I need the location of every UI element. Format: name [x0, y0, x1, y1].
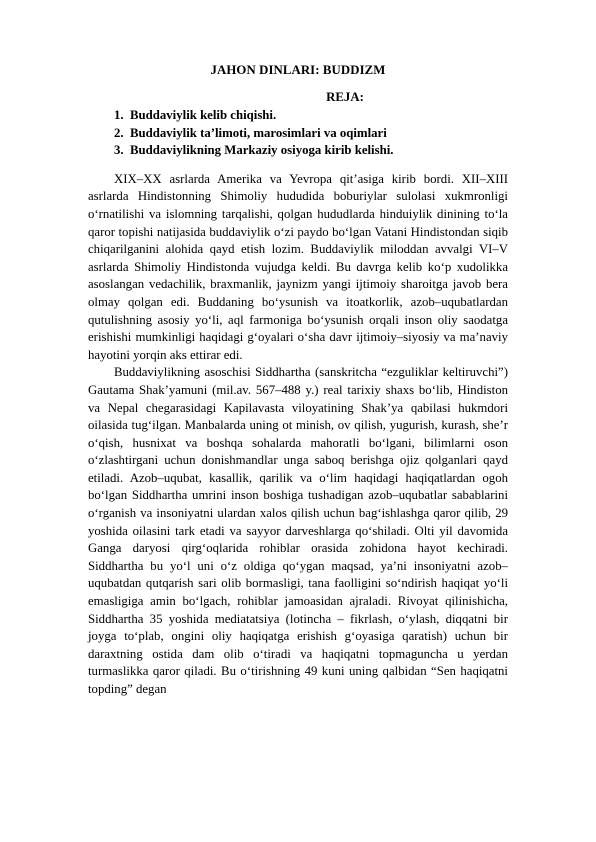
plan-item: [114, 125, 508, 143]
plan-item: [114, 107, 508, 125]
plan-item-text: Buddaviylik ta’limoti, marosimlari va oqimlari: [130, 125, 387, 140]
document-page: [88, 62, 508, 699]
plan-item-text: Buddaviylik kelib chiqishi.: [130, 108, 277, 122]
plan-item-number: 3.: [114, 143, 124, 158]
plan-list: [88, 107, 508, 160]
body-paragraph: Buddaviylikning asoschisi Siddhartha (sanskritcha “ezguliklar keltiruvchi”) Gautama Shak’yamuni (mil.av. 567–488 y.) real tarixiy shaxs bo‘lib, Hindiston va Nepal chegarasidagi Kapilavasta viloyatining Shak’ya qabilasi hukmdori oilasida tug‘ilgan. Manbalarda uning ot minish, ov qilish, yugurish, kurash, she’r o‘qish, husnixat va boshqa sohalarda mahoratli bo‘lgani, bilimlarni oson o‘zlashtirgani uchun donishmandlar unga saboq berishga ojiz qolganlari qayd etiladi. Azob–uqubat, kasallik, qarilik va o‘lim haqidagi haqiqatlardan ogoh bo‘lgan Siddhartha umrini inson boshiga tushadigan azob–uqubatlar sabablarini o‘rganish va insoniyatni ulardan xalos qilish uchun bag‘ishlashga qaror qilib, 29 yoshida oilasini tark etadi va sayyor darveshlarga qo‘shiladi. Olti yil davomida Ganga daryosi qirg‘oqlarida rohiblar orasida zohidona hayot kechiradi. Siddhartha bu yo‘l uni o‘z oldiga qo‘ygan maqsad, ya’ni insoniyatni azob–uqubatdan qutqarish sari olib bormasligi, tana faolligini so‘ndirish haqiqat yo‘li emasligiga amin bo‘lgach, rohiblar jamoasidan ajraladi. Rivoyat qilinishicha, Siddhartha 35 yoshida mediatatsiya (lotincha – fikrlash, o‘ylash, diqqatni bir joyga to‘plab, ongini oliy haqiqatga erishish g‘oyasiga qaratish) uchun bir daraxtning ostida dam olib o‘tiradi va haqiqatni topmaguncha u yerdan turmaslikka qaror qiladi. Bu o‘tirishning 49 kuni uning qalbidan “Sen haqiqatni topding” degan: [88, 365, 508, 696]
document-title: JAHON DINLARI: BUDDIZM: [210, 63, 386, 77]
plan-item-number: 1.: [114, 108, 124, 122]
plan-item: [114, 142, 508, 160]
plan-item-number: 2.: [114, 125, 124, 140]
plan-item-text: Buddaviylikning Markaziy osiyoga kirib kelishi.: [130, 143, 394, 158]
plan-heading: REJA:: [326, 90, 364, 104]
body-paragraph: XIX–XX asrlarda Amerika va Yevropa qit’asiga kirib bordi. XII–XIII asrlarda Hindistonning Shimoliy hududida boburiylar sulolasi xukmronligi o‘rnatilishi va islomning tarqalishi, qolgan hududlarda hinduiylik dinining to‘la qaror topishi natijasida buddaviylik o‘zi paydo bo‘lgan Vatani Hindistondan siqib chiqarilganini alohida qayd etish lozim. Buddaviylik miloddan avvalgi VI–V asrlarda Shimoliy Hindistonda vujudga keldi. Bu davrga kelib ko‘p xudolikka asoslangan vedachilik, braxmanlik, jaynizm yangi ijtimoiy sharoitga javob bera olmay qolgan edi. Buddaning bo‘ysunish va itoatkorlik, azob–uqubatlardan qutulishning asosiy yo‘li, aql farmoniga bo‘ysunish orqali inson oliy saodatga erishishi mumkinligi haqidagi g‘oyalari o‘sha davr ijtimoiy–siyosiy va ma’naviy hayotini yorqin aks ettirar edi.: [88, 171, 508, 362]
